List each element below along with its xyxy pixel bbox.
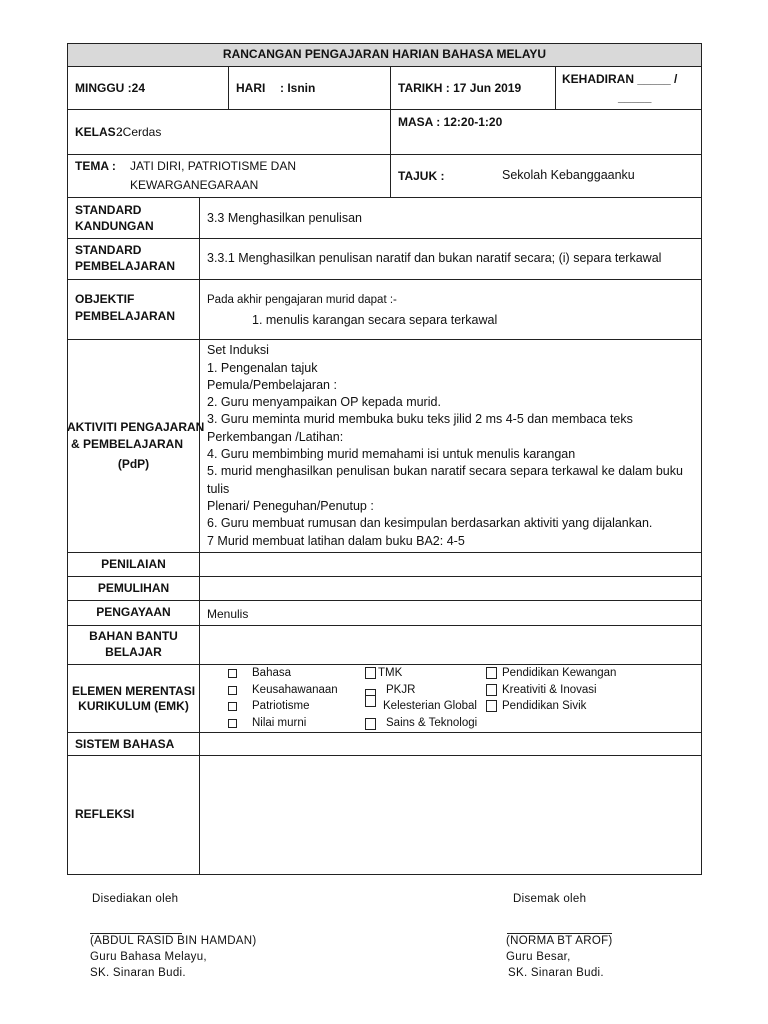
bahan-label-1: BAHAN BANTU xyxy=(89,629,178,643)
pengayaan-label: PENGAYAAN xyxy=(96,605,171,619)
tema-label: TEMA : xyxy=(75,159,116,173)
minggu-label: MINGGU :24 xyxy=(75,81,146,95)
activity-line: 3. Guru meminta murid membuka buku teks jilid 2 ms 4-5 dan membaca teks xyxy=(207,412,633,426)
kelas-label: KELAS : xyxy=(75,125,123,139)
emk-label-2: KURIKULUM (EMK) xyxy=(78,699,189,713)
sp-label-2: PEMBELAJARAN xyxy=(75,259,176,273)
emk-checkbox[interactable] xyxy=(228,686,237,695)
left-school: SK. Sinaran Budi. xyxy=(90,967,186,979)
kehadiran-label: KEHADIRAN _____ / xyxy=(562,72,678,86)
emk-option: Bahasa xyxy=(252,667,292,679)
disediakan-label: Disediakan oleh xyxy=(92,893,179,905)
right-name: (NORMA BT AROF) xyxy=(506,935,613,947)
tarikh-label: TARIKH : 17 Jun 2019 xyxy=(398,81,522,95)
emk-option: PKJR xyxy=(386,684,416,696)
emk-option: Kelesterian Global xyxy=(383,700,477,712)
activity-line: Set Induksi xyxy=(207,343,269,357)
emk-checkbox[interactable] xyxy=(486,684,497,696)
obj-label-1: OBJEKTIF xyxy=(75,292,135,306)
penilaian-label: PENILAIAN xyxy=(101,557,166,571)
activity-line: 1. Pengenalan tajuk xyxy=(207,361,318,375)
tema-line-2: KEWARGANEGARAAN xyxy=(130,178,259,192)
emk-checkbox[interactable] xyxy=(486,700,497,712)
emk-option: Pendidikan Kewangan xyxy=(502,667,617,679)
masa-label: MASA : 12:20-1:20 xyxy=(398,115,503,129)
activity-line: Plenari/ Peneguhan/Penutup : xyxy=(207,499,374,513)
emk-label-1: ELEMEN MERENTASI xyxy=(71,684,196,698)
obj-label-2: PEMBELAJARAN xyxy=(75,309,176,323)
emk-option: Keusahawanaan xyxy=(252,684,338,696)
pemulihan-label: PEMULIHAN xyxy=(97,581,170,595)
refleksi-label: REFLEKSI xyxy=(75,807,135,821)
right-school: SK. Sinaran Budi. xyxy=(508,967,604,979)
emk-option: Patriotisme xyxy=(252,700,310,712)
activity-line: Pemula/Pembelajaran : xyxy=(207,378,337,392)
right-role: Guru Besar, xyxy=(506,951,571,963)
sk-value: 3.3 Menghasilkan penulisan xyxy=(207,211,362,225)
activity-line: 5. murid menghasilkan penulisan bukan naratif secara separa terkawal ke dalam buku xyxy=(207,464,683,478)
tema-line-1: JATI DIRI, PATRIOTISME DAN xyxy=(130,159,297,173)
sistem-value-cell xyxy=(199,732,702,756)
refleksi-value-cell xyxy=(199,755,702,875)
activity-line: 2. Guru menyampaikan OP kepada murid. xyxy=(207,395,441,409)
bahan-value-cell xyxy=(199,625,702,665)
obj-line-2: 1. menulis karangan secara separa terkawal xyxy=(252,313,498,327)
pengayaan-value-cell xyxy=(199,600,702,626)
emk-option: Pendidikan Sivik xyxy=(502,700,587,712)
hari-label: HARI xyxy=(236,81,266,95)
kehadiran-blank: _____ xyxy=(618,90,652,104)
emk-checkbox[interactable] xyxy=(228,669,237,678)
activity-line: tulis xyxy=(207,482,230,496)
hari-value: : Isnin xyxy=(280,81,316,95)
activity-line: 7 Murid membuat latihan dalam buku BA2: 4-5 xyxy=(207,534,465,548)
activity-line: 6. Guru membuat rumusan dan kesimpulan berdasarkan aktiviti yang dijalankan. xyxy=(207,516,653,530)
emk-option: Sains & Teknologi xyxy=(386,717,478,729)
sp-label-1: STANDARD xyxy=(75,243,142,257)
sk-label-1: STANDARD xyxy=(75,203,142,217)
emk-checkbox[interactable] xyxy=(365,667,376,679)
tajuk-value: Sekolah Kebanggaanku xyxy=(502,168,635,182)
bahan-label-2: BELAJAR xyxy=(105,645,162,659)
sp-value: 3.3.1 Menghasilkan penulisan naratif dan bukan naratif secara; (i) separa terkawal xyxy=(207,251,662,265)
emk-option: Nilai murni xyxy=(252,717,307,729)
emk-option: TMK xyxy=(378,667,403,679)
pengayaan-value: Menulis xyxy=(207,607,249,621)
obj-line-1: Pada akhir pengajaran murid dapat :- xyxy=(207,294,397,306)
emk-option: Kreativiti & Inovasi xyxy=(502,684,597,696)
akt-label-2: & PEMBELAJARAN xyxy=(70,437,183,451)
sk-label-2: KANDUNGAN xyxy=(75,219,154,233)
left-name: (ABDUL RASID BIN HAMDAN) xyxy=(90,935,257,947)
obj-value-cell xyxy=(199,279,702,340)
left-role: Guru Bahasa Melayu, xyxy=(90,951,207,963)
emk-checkbox[interactable] xyxy=(365,695,376,707)
sistem-label: SISTEM BAHASA xyxy=(75,737,175,751)
akt-label-1: AKTIVITI PENGAJARAN xyxy=(67,420,205,434)
emk-checkbox[interactable] xyxy=(228,719,237,728)
emk-checkbox[interactable] xyxy=(228,702,237,711)
penilaian-value-cell xyxy=(199,552,702,577)
disemak-label: Disemak oleh xyxy=(513,893,587,905)
activity-line: 4. Guru membimbing murid memahami isi untuk menulis karangan xyxy=(207,447,576,461)
kelas-value: 2Cerdas xyxy=(116,125,162,139)
akt-label-3: (PdP) xyxy=(117,457,150,471)
page-title: RANCANGAN PENGAJARAN HARIAN BAHASA MELAYU xyxy=(222,47,547,61)
tajuk-label: TAJUK : xyxy=(398,169,445,183)
emk-checkbox[interactable] xyxy=(365,718,376,730)
emk-checkbox[interactable] xyxy=(486,667,497,679)
pemulihan-value-cell xyxy=(199,576,702,601)
activity-line: Perkembangan /Latihan: xyxy=(207,430,344,444)
